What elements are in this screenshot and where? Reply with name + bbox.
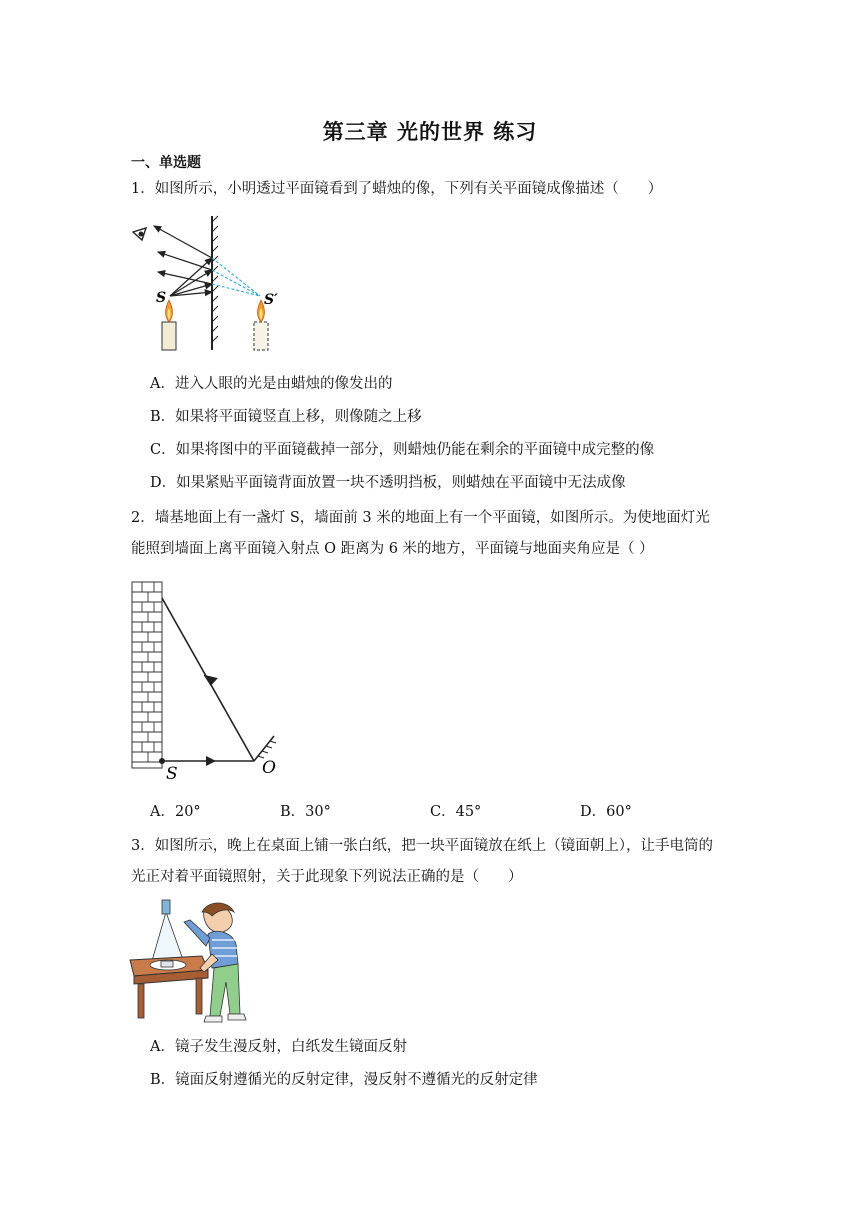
brick-wall (132, 582, 162, 768)
question-3-stem-line-2: 光正对着平面镜照射，关于此现象下列说法正确的是（ ） (131, 869, 523, 885)
label-s: S (166, 764, 178, 784)
question-3-figure (128, 898, 248, 1026)
question-1-option-b[interactable]: B．如果将平面镜竖直上移，则像随之上移 (150, 409, 422, 425)
section-heading: 一、单选题 (131, 155, 201, 171)
question-2-option-b[interactable]: B．30° (280, 804, 331, 820)
candle (162, 300, 176, 350)
label-o: O (262, 758, 276, 778)
question-3-option-b[interactable]: B．镜面反射遵循光的反射定律，漫反射不遵循光的反射定律 (150, 1072, 538, 1088)
question-2-option-c[interactable]: C．45° (430, 804, 482, 820)
question-2-option-d[interactable]: D．60° (580, 804, 632, 820)
eye-icon (133, 228, 146, 240)
question-2-figure (128, 574, 288, 786)
question-1-option-d[interactable]: D．如果紧贴平面镜背面放置一块不透明挡板，则蜡烛在平面镜中无法成像 (150, 475, 626, 491)
question-1-option-a[interactable]: A．进入人眼的光是由蜡烛的像发出的 (150, 376, 393, 392)
question-2-option-a[interactable]: A．20° (150, 804, 201, 820)
label-s-prime: S′ (264, 292, 278, 308)
light-rays (154, 226, 212, 296)
question-1-option-c[interactable]: C．如果将图中的平面镜截掉一部分，则蜡烛仍能在剩余的平面镜中成完整的像 (150, 442, 655, 458)
question-2-stem-line-1: 2．墙基地面上有一盏灯 S，墙面前 3 米的地面上有一个平面镜，如图所示。为使地面灯光 (131, 510, 710, 526)
plane-mirror (212, 216, 218, 350)
question-3-option-a[interactable]: A．镜子发生漫反射，白纸发生镜面反射 (150, 1039, 407, 1055)
incident-arrow (206, 756, 216, 766)
virtual-rays (212, 258, 260, 296)
page-title: 第三章 光的世界 练习 (322, 119, 538, 144)
lamp-point (159, 758, 165, 764)
flashlight-icon (162, 900, 170, 914)
question-2-stem-line-2: 能照到墙面上离平面镜入射点 O 距离为 6 米的地方，平面镜与地面夹角应是（ ） (131, 541, 654, 557)
question-1-stem: 1．如图所示，小明透过平面镜看到了蜡烛的像，下列有关平面镜成像描述（ ） (131, 181, 663, 197)
mirror (161, 961, 173, 967)
question-1-figure (128, 212, 288, 358)
label-s: S (156, 290, 167, 306)
question-3-stem-line-1: 3．如图所示，晚上在桌面上铺一张白纸，把一块平面镜放在纸上（镜面朝上），让手电筒的 (131, 838, 713, 854)
